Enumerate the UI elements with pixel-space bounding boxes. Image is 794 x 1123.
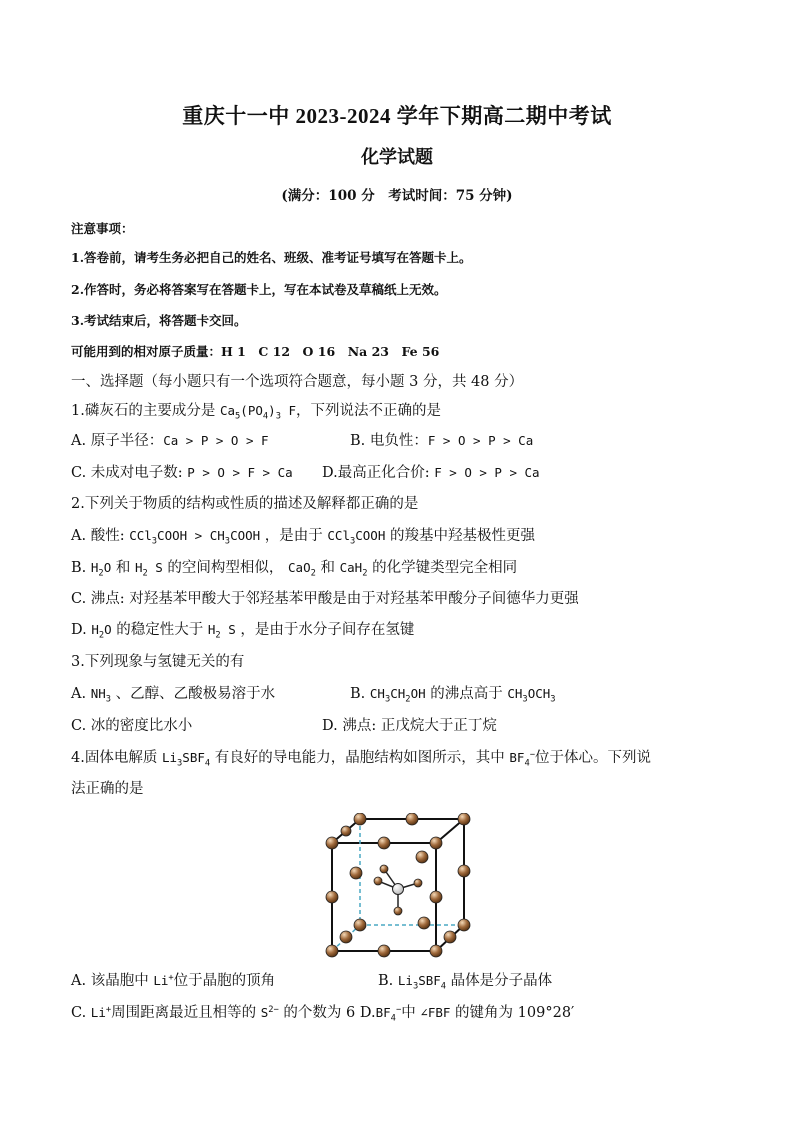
question-4-stem-line2: 法正确的是 [71, 781, 144, 797]
atom-sphere [416, 851, 428, 863]
formula: $CH_3CH_2OH$ [369, 686, 426, 705]
option-label: A. 原子半径： [71, 433, 164, 449]
stem-text: 1.磷灰石的主要成分是 [71, 403, 220, 419]
atom-sphere [418, 917, 430, 929]
q4-option-a [71, 971, 275, 991]
q1-option-b [350, 431, 533, 451]
notes-heading: 注意事项： [71, 221, 134, 236]
exam-meta: (满分：100 分 考试时间：75 分钟) [281, 188, 513, 204]
q2-option-c: C. 沸点: 对羟基苯甲酸大于邻羟基苯甲酸是由于对羟基苯甲酸分子间德华力更强 [71, 591, 579, 607]
option-text: 的稳定性大于 [111, 622, 208, 638]
q2-option-d [71, 620, 414, 640]
option-label: B. 电负性： [350, 433, 428, 449]
formula: $Li_3SBF_4$ [161, 750, 211, 769]
formula: CaO$_2$ [288, 560, 316, 579]
formula: CaH$_2$ [339, 560, 368, 579]
formula: P > O > F > Ca [187, 465, 293, 480]
q3-option-a [71, 684, 275, 704]
option-text: 、乙醇、乙酸极易溶于水 [111, 686, 276, 702]
atom-sphere [458, 865, 470, 877]
option-text: 周围距离最近且相等的 [111, 1005, 261, 1021]
atom-sphere [326, 891, 338, 903]
atom-sphere [378, 837, 390, 849]
q1-option-c [71, 463, 293, 483]
option-label: D.最高正化合价: [322, 465, 435, 481]
option-text: A. 酸性: [71, 528, 130, 544]
atom-sphere [378, 945, 390, 957]
option-text: A. 该晶胞中 [71, 973, 154, 989]
option-text: B. [71, 560, 91, 576]
option-text: 的沸点高于 [425, 686, 508, 702]
stem-text: 4.固体电解质 [71, 750, 162, 766]
atom-sphere [354, 919, 366, 931]
atomic-masses: 可能用到的相对原子质量：H 1 C 12 O 16 Na 23 Fe 56 [71, 344, 440, 359]
q2-option-b [71, 558, 517, 578]
exam-title: 重庆十一中 2023-2024 学年下期高二期中考试 [182, 104, 612, 128]
q3-option-b [350, 684, 556, 704]
option-text: 的羧基中羟基极性更强 [385, 528, 535, 544]
option-text: 的键角为 109°28′ [450, 1005, 575, 1021]
formula: $S^{2-}$ [260, 1004, 279, 1020]
option-text: D. [71, 622, 92, 638]
formula: ∠FBF [420, 1005, 451, 1020]
option-text: ，是由于水分子间存在氢键 [235, 622, 415, 638]
note-item: 2.作答时，务必将答案写在答题卡上，写在本试卷及草稿纸上无效。 [71, 282, 447, 297]
atom-sphere [430, 891, 442, 903]
atom-sphere [430, 837, 442, 849]
q1-option-d [322, 463, 540, 483]
question-1-stem [71, 401, 441, 421]
fluorine-atom [394, 907, 402, 915]
option-label: C. 未成对电子数: [71, 465, 188, 481]
fluorine-atom [414, 879, 422, 887]
boron-atom [393, 884, 404, 895]
crystal-cell-figure [322, 813, 474, 959]
q1-option-a [71, 431, 269, 451]
formula: $BF_4^-$ [509, 749, 535, 769]
question-2-stem: 2.下列关于物质的结构或性质的描述及解释都正确的是 [71, 496, 419, 512]
formula: F > O > P > Ca [434, 465, 540, 480]
q4-option-c-d [71, 1003, 574, 1023]
option-text: 位于晶胞的顶角 [173, 973, 276, 989]
formula: $Li_3SBF_4$ [397, 973, 447, 992]
option-text: 的空间构型相似， [162, 560, 289, 576]
atom-sphere [340, 931, 352, 943]
fluorine-atom [374, 877, 382, 885]
atom-sphere [326, 837, 338, 849]
option-text: C. [71, 1005, 91, 1021]
formula: Ca > P > O > F [163, 433, 269, 448]
option-text: 中 [401, 1005, 421, 1021]
option-text: B. [378, 973, 398, 989]
fluorine-atom [380, 865, 388, 873]
atom-sphere [458, 813, 470, 825]
stem-text: 位于体心。下列说 [535, 750, 651, 766]
atom-sphere [350, 867, 362, 879]
atom-sphere [444, 931, 456, 943]
formula: F > O > P > Ca [427, 433, 534, 448]
question-4-stem [71, 748, 651, 768]
formula: $H_2$ S [207, 622, 236, 641]
formula: $BF_4^-$ [375, 1004, 402, 1024]
atom-sphere [341, 826, 351, 836]
option-text: ，是由于 [260, 528, 328, 544]
formula: $H_2O$ [91, 622, 112, 641]
formula: $H_2O$ [90, 560, 112, 579]
stem-text: ，下列说法不正确的是 [296, 403, 442, 419]
atom-sphere [458, 919, 470, 931]
question-3-stem: 3.下列现象与氢键无关的有 [71, 654, 245, 670]
note-item: 1.答卷前，请考生务必把自己的姓名、班级、准考证号填写在答题卡上。 [71, 250, 472, 265]
formula: $CH_3OCH_3$ [507, 686, 556, 705]
formula: CCl$_3$COOH > $CH_3COOH$ [129, 528, 261, 547]
q3-option-c: C. 冰的密度比水小 [71, 718, 193, 734]
formula: $Ca_5(PO_4)_3$ F [219, 403, 297, 422]
stem-text: 有良好的导电能力，晶胞结构如图所示，其中 [210, 750, 510, 766]
q2-option-a [71, 526, 535, 546]
formula: $H_2$ S [134, 560, 163, 579]
atom-sphere [354, 813, 366, 825]
atom-sphere [430, 945, 442, 957]
exam-subtitle: 化学试题 [361, 147, 433, 168]
option-text: 的化学键类型完全相同 [367, 560, 518, 576]
atom-sphere [326, 945, 338, 957]
formula: $NH_3$ [90, 686, 112, 705]
q4-option-b [378, 971, 552, 991]
option-text: A. [71, 686, 91, 702]
q3-option-d: D. 沸点: 正戊烷大于正丁烷 [322, 718, 497, 734]
note-item: 3.考试结束后，将答题卡交回。 [71, 313, 247, 328]
option-text: 晶体是分子晶体 [446, 973, 553, 989]
option-text: 的个数为 6 D. [278, 1005, 376, 1021]
option-text: 和 [111, 560, 135, 576]
option-text: B. [350, 686, 370, 702]
section-heading: 一、选择题（每小题只有一个选项符合题意，每小题 3 分，共 48 分） [71, 374, 524, 390]
formula: Li+ [90, 1004, 112, 1020]
atom-sphere [406, 813, 418, 825]
formula: CCl$_3$COOH [327, 528, 386, 547]
option-text: 和 [315, 560, 340, 576]
formula: Li+ [153, 972, 174, 988]
